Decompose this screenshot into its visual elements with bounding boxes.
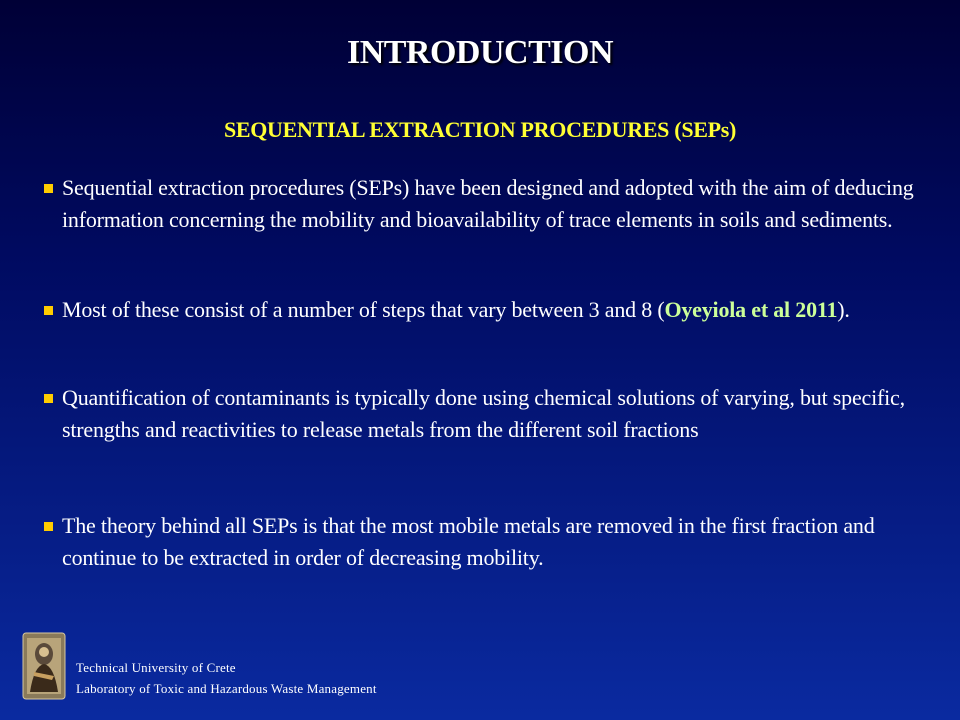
footer <box>22 632 452 702</box>
bullet-marker-icon <box>44 522 53 531</box>
slide-title: INTRODUCTION <box>346 34 614 71</box>
footer-laboratory: Laboratory of Toxic and Hazardous Waste Management <box>76 681 377 696</box>
bullet-text: Quantification of contaminants is typically done using chemical solutions of varying, but specific, strengths and reactivities to release metals from the different soil fractions <box>62 385 905 442</box>
bullet-text-end: ). <box>837 297 850 322</box>
bullet-text: Sequential extraction procedures (SEPs) have been designed and adopted with the aim of deducing information concerning the mobility and bioavailability of trace elements in soils and sediments. <box>62 175 914 232</box>
bullet-text: Most of these consist of a number of steps that vary between 3 and 8 ( <box>62 297 665 322</box>
footer-university: Technical University of Crete <box>76 660 236 675</box>
footer-text <box>76 657 377 699</box>
bullet-marker-icon <box>44 306 53 315</box>
slide-subtitle: SEQUENTIAL EXTRACTION PROCEDURES (SEPs) <box>223 117 737 142</box>
bullet-item <box>44 382 924 446</box>
bullet-item <box>44 510 924 574</box>
bullet-marker-icon <box>44 184 53 193</box>
citation: Oyeyiola et al 2011 <box>664 297 838 322</box>
bullet-item <box>44 294 924 326</box>
university-crest-icon <box>22 632 66 700</box>
bullet-item <box>44 172 924 236</box>
bullet-marker-icon <box>44 394 53 403</box>
bullet-text: The theory behind all SEPs is that the most mobile metals are removed in the first fraction and continue to be extracted in order of decreasing mobility. <box>62 513 875 570</box>
